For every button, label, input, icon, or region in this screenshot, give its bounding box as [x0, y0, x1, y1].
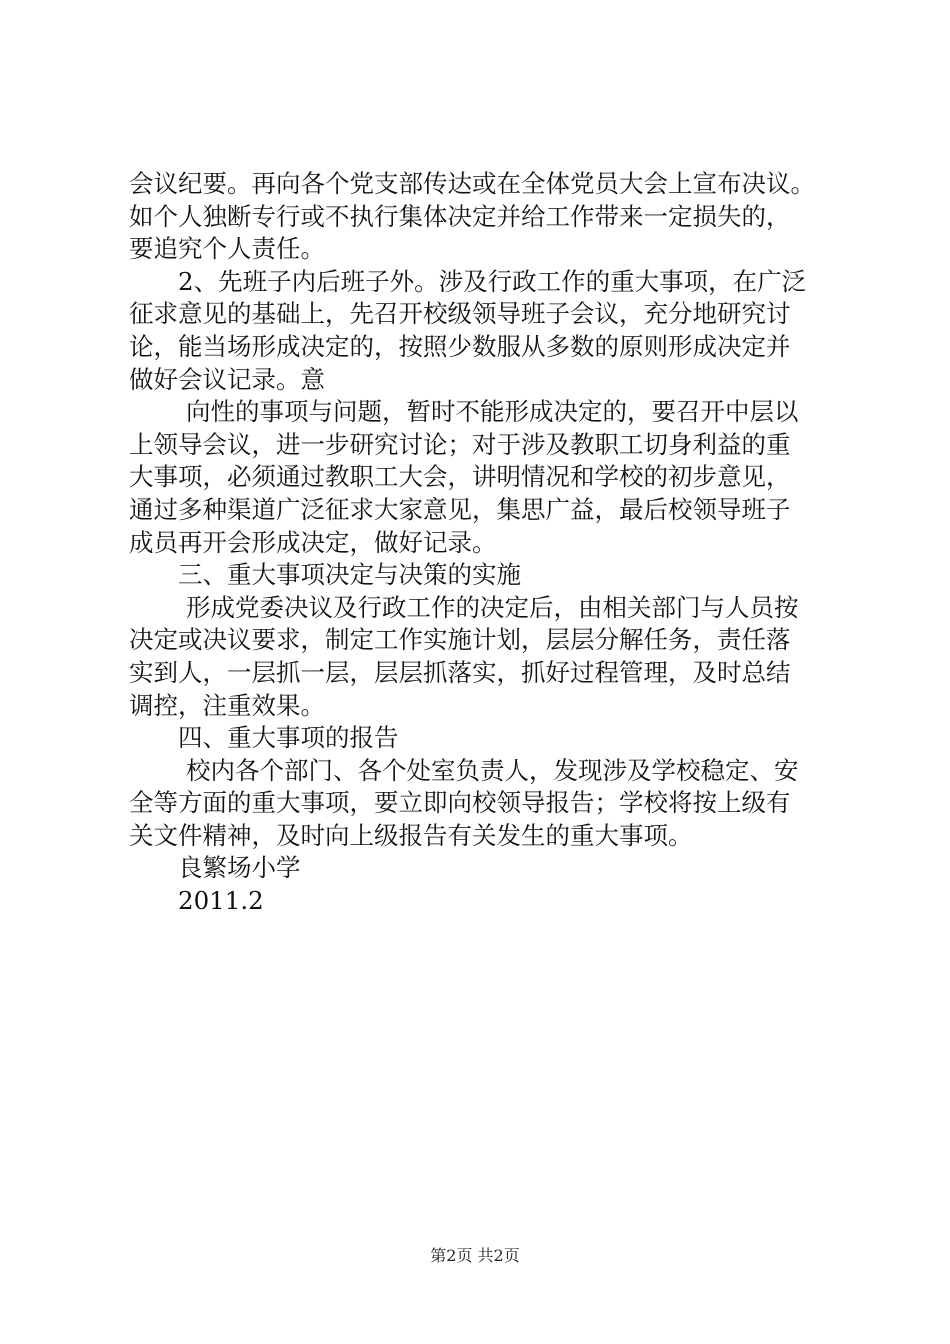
text-line: 校内各个部门、各个处室负责人，发现涉及学校稳定、安 [186, 755, 799, 785]
section-heading: 三、重大事项决定与决策的实施 [178, 560, 521, 590]
text-line: 调控，注重效果。 [129, 690, 325, 720]
text-line: 做好会议记录。意 [129, 364, 325, 394]
text-line: 决定或决议要求，制定工作实施计划，层层分解任务，责任落 [129, 625, 791, 655]
text-line: 2、先班子内后班子外。涉及行政工作的重大事项，在广泛 [178, 266, 807, 296]
text-line: 要追究个人责任。 [129, 234, 325, 264]
text-line: 通过多种渠道广泛征求大家意见，集思广益，最后校领导班子 [129, 494, 791, 524]
text-line: 论，能当场形成决定的，按照少数服从多数的原则形成决定并 [129, 331, 791, 361]
text-line: 形成党委决议及行政工作的决定后，由相关部门与人员按 [186, 592, 799, 622]
text-line: 向性的事项与问题，暂时不能形成决定的，要召开中层以 [186, 397, 799, 427]
document-body [129, 168, 864, 918]
page-number: 第2页 共2页 [430, 1246, 520, 1265]
section-heading: 四、重大事项的报告 [178, 723, 399, 753]
page-footer [0, 1243, 950, 1266]
signature-date: 2011.2 [178, 886, 264, 916]
text-line: 会议纪要。再向各个党支部传达或在全体党员大会上宣布决议。 [129, 169, 815, 198]
text-line: 实到人，一层抓一层，层层抓落实，抓好过程管理，及时总结 [129, 657, 791, 687]
text-line: 上领导会议，进一步研究讨论；对于涉及教职工切身利益的重 [129, 429, 791, 459]
text-line: 如个人独断专行或不执行集体决定并给工作带来一定损失的， [129, 201, 791, 231]
text-line: 大事项，必须通过教职工大会，讲明情况和学校的初步意见， [129, 462, 791, 492]
text-line: 成员再开会形成决定，做好记录。 [129, 527, 497, 557]
signature-organization: 良繁场小学 [178, 853, 301, 883]
text-line: 征求意见的基础上，先召开校级领导班子会议，充分地研究讨 [129, 299, 791, 329]
text-line: 关文件精神，及时向上级报告有关发生的重大事项。 [129, 820, 693, 850]
text-line: 全等方面的重大事项，要立即向校领导报告；学校将按上级有 [129, 788, 791, 818]
